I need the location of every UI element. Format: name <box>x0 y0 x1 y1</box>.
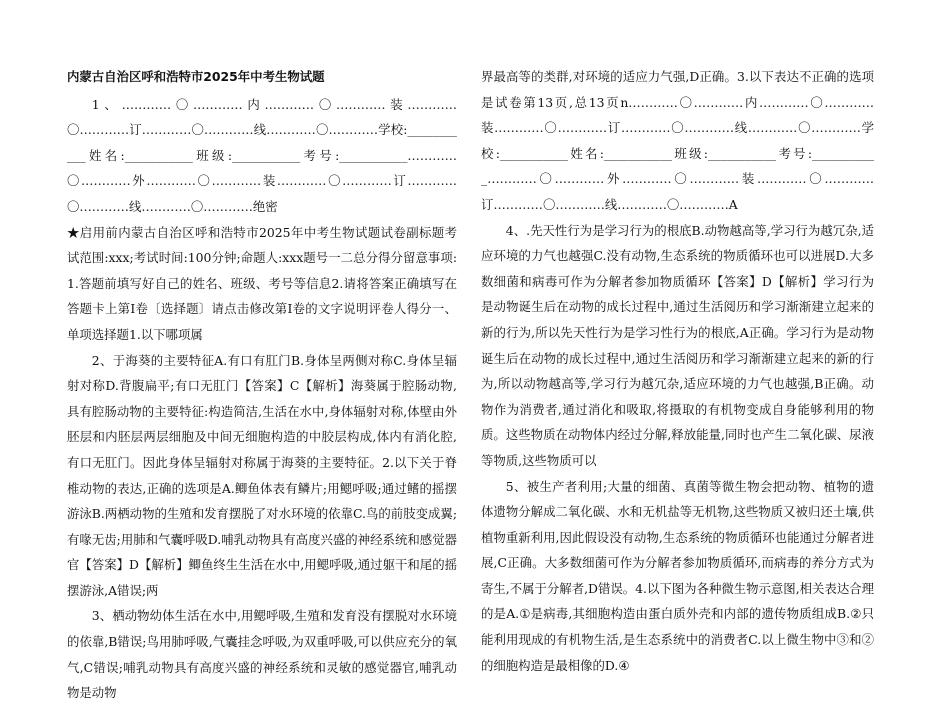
right-column <box>481 64 874 678</box>
document-title: 内蒙古自治区呼和浩特市2025年中考生物试题 <box>67 69 325 84</box>
paragraph-1: 1、…………〇…………内…………〇…………装…………〇…………订…………〇…………线…………〇…………学校:___________姓名:___________班级:___________考号:___________…………〇…………外…………〇…………装…………〇…………订…………〇…………线…………〇…………绝密 <box>67 96 457 214</box>
paragraph-1-continued: ★启用前内蒙古自治区呼和浩特市2025年中考生物试题试卷副标题考试范围:xxx;考试时间:100分钟;命题人:xxx题号一二总分得分留意事项:1.答题前填写好自己的姓名、班级、考号等信息2.请将答案正确填写在答题卡上第Ⅰ卷〔选择题〕请点击修改第Ⅰ卷的文字说明评卷人得分一、单项选择题1.以下哪项属 <box>67 224 457 342</box>
paragraph-2: 2、于海葵的主要特征A.有口有肛门B.身体呈两侧对称C.身体呈辐射对称D.背腹扁平;有口无肛门【答案】C【解析】海葵属于腔肠动物,具有腔肠动物的主要特征:构造简洁,生活在水中,身体辐射对称,体壁由外胚层和内胚层两层细胞及中间无细胞构造的中胶层构成,体内有消化腔,有口无肛门。因此身体呈辐射对称属于海葵的主要特征。2.以下关于脊椎动物的表达,正确的选项是A.鲫鱼体表有鳞片;用鳃呼吸;通过鳍的摇摆游泳B.两栖动物的生殖和发育摆脱了对水环境的依靠C.鸟的前肢变成翼;有喙无齿;用肺和气囊呼吸D.哺乳动物具有高度兴盛的神经系统和感觉器官【答案】D【解析】鲫鱼终生生活在水中,用鳃呼吸,通过躯干和尾的摇摆游泳,A错误;两 <box>67 352 457 598</box>
left-column <box>67 64 457 706</box>
paragraph-3-continued: 界最高等的类群,对环境的适应力气强,D正确。3.以下表达不正确的选项是试卷第13页,总13页n…………〇…………内…………〇…………装…………〇…………订…………〇…………线…………〇…………学校:___________姓名:___________班级:___________考号:___________…………〇…………外…………〇…………装…………〇…………订…………〇…………线…………〇…………A <box>481 69 874 212</box>
paragraph-5: 5、被生产者利用;大量的细菌、真菌等微生物会把动物、植物的遗体遗物分解成二氧化碳、水和无机盐等无机物,这些物质又被归还土壤,供植物重新利用,因此假设没有动物,生态系统的物质循环也能通过分解者进展,C正确。大多数细菌可作为分解者参加物质循环,而病毒的养分方式为寄生,不属于分解者,D错误。4.以下图为各种微生物示意图,相关表达合理的是A.①是病毒,其细胞构造由蛋白质外壳和内部的遗传物质组成B.②只能利用现成的有机物生活,是生态系统中的消费者C.以上微生物中③和②的细胞构造是最相像的D.④ <box>481 478 874 673</box>
paragraph-4: 4、.先天性行为是学习行为的根底B.动物越高等,学习行为越冗杂,适应环境的力气也越强C.没有动物,生态系统的物质循环也可以进展D.大多数细菌和病毒可作为分解者参加物质循环【答案】D【解析】学习行为是动物诞生后在动物的成长过程中,通过生活阅历和学习渐渐建立起来的新的行为,所以先天性行为是学习性行为的根底,A正确。学习行为是动物诞生后在动物的成长过程中,通过生活阅历和学习渐渐建立起来的新的行为,所以动物越高等,学习行为越冗杂,适应环境的力气也越强,B正确。动物作为消费者,通过消化和吸取,将摄取的有机物变成自身能够利用的物质。这些物质在动物体内经过分解,释放能量,同时也产生二氧化碳、尿液等物质,这些物质可以 <box>481 222 874 468</box>
paragraph-3: 3、栖动物幼体生活在水中,用鳃呼吸,生殖和发育没有摆脱对水环境的依靠,B错误;鸟用肺呼吸,气囊挂念呼吸,为双重呼吸,可以供应充分的氧气,C错误;哺乳动物具有高度兴盛的神经系统和灵敏的感觉器官,哺乳动物是动物 <box>67 608 457 701</box>
